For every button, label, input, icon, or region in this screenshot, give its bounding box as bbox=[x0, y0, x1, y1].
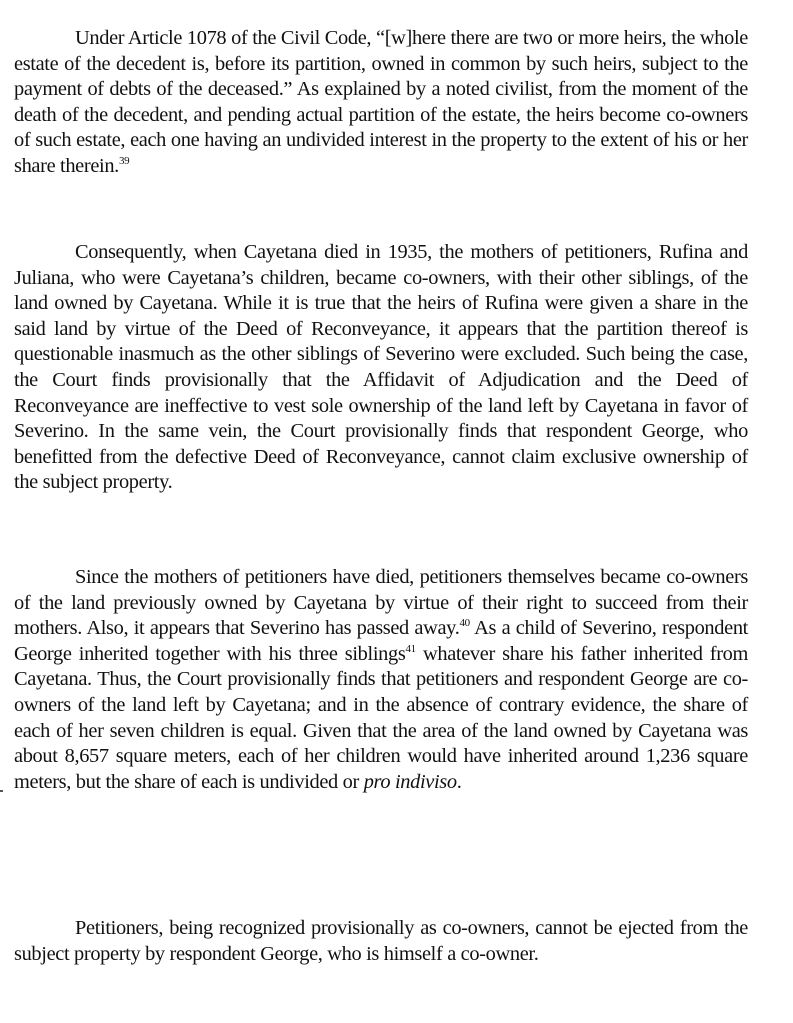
paragraph-text-segment: whatever share his father inherited from Cayetana. Thus, the Court provisionally finds that petitioners and respondent George are co-owners of the land left by Cayetana; and in the absence of contrary evidence, the share of each of her seven children is equal. Given that the area of the land owned by Cayetana was about 8,657 square meters, each of her children would have inherited around 1,236 square meters, but the share of each is undivided or bbox=[14, 642, 748, 793]
footnote-ref-41[interactable]: 41 bbox=[405, 642, 416, 655]
footnote-ref-39[interactable]: 39 bbox=[118, 154, 130, 167]
paragraph-petitioners bbox=[14, 916, 748, 967]
paragraph-text-segment: Since the mothers of petitioners have died, petitioners themselves became co-owners of the land previously owned by Cayetana by virtue of their right to succeed from their mothers. Also, it appears that Severino has passed away. bbox=[14, 566, 748, 640]
paragraph-text: Under Article 1078 of the Civil Code, “[w]here there are two or more heirs, the whole estate of the decedent is, before its partition, owned in common by such heirs, subject to the payment of debts of the deceased.” As explained by a noted civilist, from the moment of the death of the decedent, and pending actual partition of the estate, the heirs become co-owners of such estate, each one having an undivided interest in the property to the extent of his or her share therein. bbox=[14, 27, 748, 177]
paragraph-text-segment: . bbox=[456, 770, 462, 793]
footnote-ref-40[interactable]: 40 bbox=[459, 617, 470, 630]
paragraph-article-1078 bbox=[14, 26, 748, 180]
paragraph-since-the-mothers bbox=[14, 565, 748, 795]
margin-mark bbox=[0, 790, 3, 792]
paragraph-consequently bbox=[14, 240, 748, 496]
italic-term: pro indiviso bbox=[363, 770, 457, 793]
paragraph-text-segment: As a child of Severino, respondent George inherited together with his three siblings bbox=[14, 617, 748, 665]
paragraph-text: Consequently, when Cayetana died in 1935, the mothers of petitioners, Rufina and Juliana, who were Cayetana’s children, became co-owners, with their other siblings, of the land owned by Cayetana. While it is true that the heirs of Rufina were given a share in the said land by virtue of the Deed of Reconveyance, it appears that the partition thereof is questionable inasmuch as the other siblings of Severino were excluded. Such being the case, the Court finds provisionally that the Affidavit of Adjudication and the Deed of Reconveyance are ineffective to vest sole ownership of the land left by Cayetana in favor of Severino. In the same vein, the Court provisionally finds that respondent George, who benefitted from the defective Deed of Reconveyance, cannot claim exclusive ownership of the subject property. bbox=[14, 241, 748, 494]
paragraph-text: Petitioners, being recognized provisionally as co-owners, cannot be ejected from the subject property by respondent George, who is himself a co-owner. bbox=[14, 917, 748, 965]
